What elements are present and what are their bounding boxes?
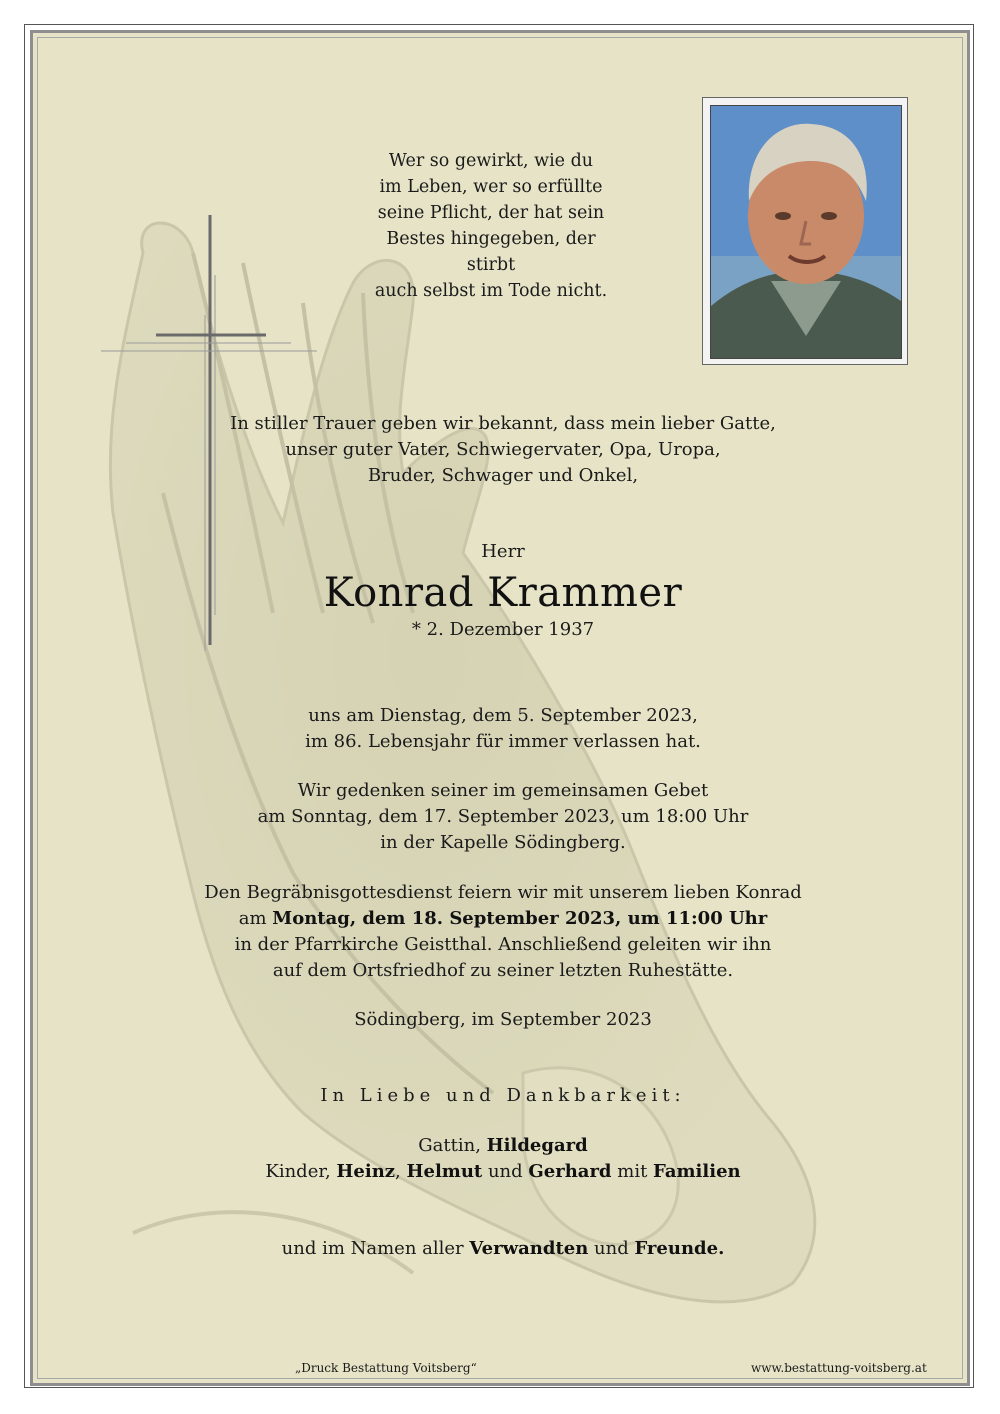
separator: mit	[611, 1161, 654, 1182]
obituary-card	[30, 30, 970, 1386]
quote-line: im Leben, wer so erfüllte	[379, 177, 603, 197]
announcement-intro	[33, 411, 970, 489]
salutation: Herr	[481, 541, 525, 562]
funeral-date: Montag, dem 18. September 2023, um 11:00 Uhr	[272, 908, 768, 929]
families-label: Familien	[653, 1161, 741, 1182]
relatives-prefix: und im Namen aller	[281, 1238, 470, 1259]
wife-line	[33, 1133, 970, 1159]
children-line	[33, 1159, 970, 1185]
wife-prefix: Gattin,	[418, 1135, 487, 1156]
funeral-line	[33, 906, 970, 932]
child-name: Gerhard	[528, 1161, 612, 1182]
death-line: im 86. Lebensjahr für immer verlassen hat.	[305, 731, 701, 752]
portrait-frame	[702, 97, 908, 365]
intro-line: In stiller Trauer geben wir bekannt, dass mein lieber Gatte,	[230, 413, 776, 434]
memorial-quote	[363, 148, 619, 304]
intro-line: Bruder, Schwager und Onkel,	[367, 465, 639, 486]
prayer-line: in der Kapelle Södingberg.	[380, 832, 626, 853]
quote-line: Bestes hingegeben, der stirbt	[386, 229, 596, 275]
website-link[interactable]: www.bestattung-voitsberg.at	[751, 1361, 927, 1375]
wife-name: Hildegard	[486, 1135, 588, 1156]
portrait-photo	[710, 105, 902, 359]
funeral-notice	[33, 880, 970, 984]
deceased-name: Konrad Krammer	[323, 570, 683, 616]
death-line: uns am Dienstag, dem 5. September 2023,	[308, 705, 698, 726]
intro-line: unser guter Vater, Schwiegervater, Opa, Uropa,	[285, 439, 721, 460]
prayer-line: am Sonntag, dem 17. September 2023, um 18:00 Uhr	[257, 806, 749, 827]
children-prefix: Kinder,	[265, 1161, 337, 1182]
child-name: Helmut	[406, 1161, 483, 1182]
love-heading: In Liebe und Dankbarkeit:	[320, 1085, 686, 1106]
friends-label: Freunde.	[634, 1238, 725, 1259]
child-name: Heinz	[336, 1161, 396, 1182]
relatives-line	[33, 1236, 970, 1262]
separator: ,	[395, 1161, 407, 1182]
death-notice	[33, 703, 970, 755]
mourners	[33, 1133, 970, 1185]
quote-line: Wer so gewirkt, wie du	[388, 151, 594, 171]
place-date: Södingberg, im September 2023	[354, 1009, 652, 1030]
prayer-line: Wir gedenken seiner im gemeinsamen Gebet	[297, 780, 709, 801]
funeral-line: auf dem Ortsfriedhof zu seiner letzten Ruhestätte.	[272, 960, 734, 981]
birth-date: * 2. Dezember 1937	[411, 619, 595, 640]
separator: und	[482, 1161, 529, 1182]
funeral-line: Den Begräbnisgottesdienst feiern wir mit unserem lieben Konrad	[204, 882, 802, 903]
separator: und	[588, 1238, 635, 1259]
funeral-prefix: am	[238, 908, 273, 929]
quote-line: seine Pflicht, der hat sein	[377, 203, 605, 223]
quote-line: auch selbst im Tode nicht.	[374, 281, 608, 301]
relatives-label: Verwandten	[469, 1238, 589, 1259]
funeral-line: in der Pfarrkirche Geistthal. Anschließend geleiten wir ihn	[234, 934, 772, 955]
prayer-notice	[33, 778, 970, 856]
print-credit: „Druck Bestattung Voitsberg“	[295, 1361, 477, 1375]
